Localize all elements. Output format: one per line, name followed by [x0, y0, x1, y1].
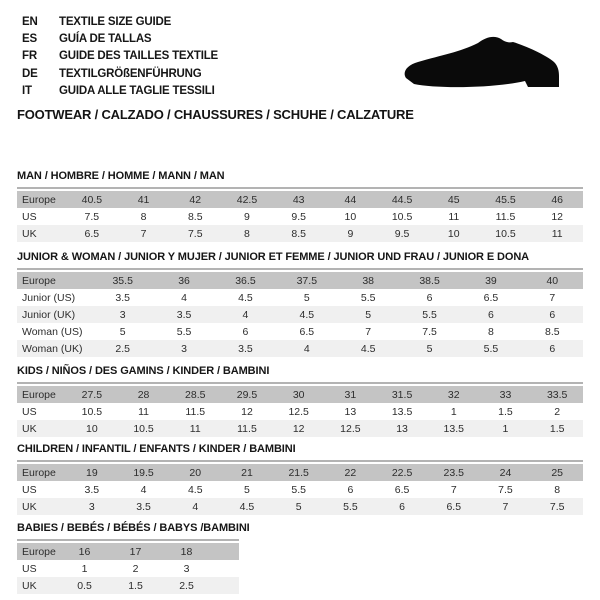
size-value: 4.5 [239, 500, 255, 513]
size-value: 7.5 [498, 483, 513, 496]
size-value: 13 [344, 405, 357, 418]
size-value: 8 [140, 210, 147, 223]
table-row-us [17, 403, 583, 420]
size-value: 4.5 [360, 342, 376, 355]
size-value: 8 [244, 227, 250, 240]
size-value: 5.5 [422, 308, 437, 321]
size-value: 4 [303, 342, 310, 355]
size-value: 24 [499, 466, 512, 479]
size-value: 7 [140, 227, 147, 240]
language-title: GUIDA ALLE TAGLIE TESSILI [59, 84, 215, 97]
size-value: 1.5 [128, 579, 143, 592]
size-value: 12 [551, 210, 564, 223]
row-label: US [22, 405, 37, 418]
size-value: 40.5 [81, 193, 103, 206]
size-value: 43 [292, 193, 305, 206]
size-value: 35.5 [112, 274, 133, 287]
language-row-it [22, 82, 218, 99]
category-heading: FOOTWEAR / CALZADO / CHAUSSURES / SCHUHE / CALZATURE [17, 107, 414, 122]
size-value: 1.5 [549, 422, 565, 435]
size-table-kids [17, 382, 583, 437]
size-value: 33 [499, 388, 512, 401]
row-label: UK [22, 579, 37, 592]
table-row-us [17, 481, 583, 498]
size-value: 5.5 [176, 325, 192, 338]
table-title-junior-woman: JUNIOR & WOMAN / JUNIOR Y MUJER / JUNIOR ET FEMME / JUNIOR UND FRAU / JUNIOR E DONA [17, 251, 530, 263]
row-label: Junior (US) [22, 291, 76, 304]
language-code: EN [22, 15, 38, 28]
language-title: GUIDE DES TAILLES TEXTILE [59, 50, 218, 63]
language-row-fr [22, 48, 218, 65]
size-value: 8.5 [187, 210, 203, 223]
size-value: 25 [551, 466, 564, 479]
size-value: 2.5 [179, 579, 194, 592]
size-value: 3.5 [176, 308, 192, 321]
size-value: 3 [181, 342, 187, 355]
size-value: 5 [295, 500, 302, 513]
size-value: 1 [81, 562, 88, 575]
size-value: 6.5 [84, 227, 100, 240]
size-value: 11 [551, 227, 563, 240]
size-value: 1.5 [498, 405, 513, 418]
size-table-babies [17, 539, 239, 594]
size-value: 12.5 [288, 405, 309, 418]
table-row-uk [17, 498, 583, 515]
row-label: Europe [22, 388, 56, 401]
table-row-europe [17, 543, 239, 560]
table-row-us [17, 560, 239, 577]
size-value: 22.5 [391, 466, 413, 479]
size-value: 9.5 [394, 227, 410, 240]
table-row-us [17, 208, 583, 225]
size-value: 1 [450, 405, 457, 418]
size-value: 5.5 [483, 342, 499, 355]
size-value: 10 [86, 422, 98, 435]
language-title: TEXTILGRÖßENFÜHRUNG [59, 67, 202, 80]
size-value: 11 [448, 210, 460, 223]
size-value: 11.5 [495, 210, 516, 223]
size-value: 13 [396, 422, 408, 435]
size-value: 20 [189, 466, 202, 479]
table-row-junior-us [17, 289, 583, 306]
size-value: 45 [447, 193, 460, 206]
row-label: Europe [22, 274, 56, 287]
size-value: 11.5 [185, 405, 206, 418]
size-value: 9 [244, 210, 250, 223]
size-value: 36 [178, 274, 190, 287]
table-section-man [17, 169, 583, 242]
row-label: UK [22, 227, 37, 240]
language-row-de [22, 65, 218, 82]
size-value: 27.5 [81, 388, 103, 401]
size-value: 5 [426, 342, 433, 355]
size-value: 32 [447, 388, 460, 401]
table-row-uk [17, 225, 583, 242]
size-value: 9.5 [291, 210, 306, 223]
table-section-children [17, 442, 583, 515]
table-title-man: MAN / HOMBRE / HOMME / MANN / MAN [17, 170, 225, 182]
size-value: 45.5 [495, 193, 516, 206]
table-row-europe [17, 464, 583, 481]
size-value: 5.5 [343, 500, 358, 513]
size-value: 12.5 [340, 422, 361, 435]
size-value: 8.5 [545, 325, 560, 338]
row-label: Woman (UK) [22, 342, 83, 355]
language-title: GUÍA DE TALLAS [59, 32, 152, 45]
size-value: 29.5 [236, 388, 258, 401]
table-row-europe [17, 386, 583, 403]
size-table-children [17, 460, 583, 515]
size-value: 4.5 [299, 308, 315, 321]
size-value: 17 [129, 545, 142, 558]
size-value: 10.5 [133, 422, 154, 435]
size-value: 6.5 [483, 291, 499, 304]
size-value: 19.5 [133, 466, 154, 479]
size-value: 31 [344, 388, 357, 401]
row-label: UK [22, 422, 37, 435]
language-row-es [22, 30, 218, 47]
size-value: 28 [137, 388, 150, 401]
size-value: 6.5 [299, 325, 315, 338]
size-value: 18 [180, 545, 193, 558]
table-row-woman-uk [17, 340, 583, 357]
size-value: 3 [183, 562, 190, 575]
row-label: Europe [22, 193, 56, 206]
row-label: US [22, 210, 37, 223]
table-row-europe [17, 191, 583, 208]
shoe-icon [400, 33, 578, 95]
size-value: 5.5 [360, 291, 376, 304]
table-row-woman-us [17, 323, 583, 340]
language-code: ES [22, 32, 37, 45]
language-row-en [22, 13, 218, 30]
size-value: 3.5 [136, 500, 151, 513]
language-code: FR [22, 50, 37, 63]
row-label: Junior (UK) [22, 308, 76, 321]
size-value: 42 [189, 193, 202, 206]
size-value: 7 [549, 291, 556, 304]
size-value: 13.5 [443, 422, 464, 435]
size-value: 3.5 [84, 483, 100, 496]
size-value: 22 [344, 466, 357, 479]
table-title-kids: KIDS / NIÑOS / DES GAMINS / KINDER / BAMBINI [17, 365, 270, 377]
size-value: 44 [344, 193, 357, 206]
size-value: 8 [554, 483, 561, 496]
table-row-uk [17, 577, 239, 594]
size-value: 12 [292, 422, 305, 435]
row-label: Woman (US) [22, 325, 83, 338]
size-value: 7.5 [187, 227, 203, 240]
size-value: 36.5 [235, 274, 256, 287]
size-value: 21.5 [288, 466, 309, 479]
size-value: 40 [546, 274, 559, 287]
size-value: 12 [241, 405, 253, 418]
size-value: 13.5 [391, 405, 413, 418]
size-value: 10 [344, 210, 357, 223]
size-value: 19 [86, 466, 98, 479]
size-value: 7 [502, 500, 509, 513]
size-value: 6 [347, 483, 354, 496]
language-list [22, 13, 218, 99]
size-value: 4 [181, 291, 187, 304]
size-value: 6 [399, 500, 405, 513]
table-row-uk [17, 420, 583, 437]
size-value: 4 [242, 308, 249, 321]
size-value: 3.5 [238, 342, 253, 355]
size-value: 7.5 [549, 500, 565, 513]
table-title-children: CHILDREN / INFANTIL / ENFANTS / KINDER / BAMBINI [17, 443, 296, 455]
table-row-europe [17, 272, 583, 289]
size-value: 37.5 [296, 274, 318, 287]
size-value: 11 [189, 422, 201, 435]
size-value: 6 [549, 308, 556, 321]
size-value: 44.5 [391, 193, 413, 206]
size-value: 5 [365, 308, 372, 321]
size-value: 4 [140, 483, 147, 496]
size-value: 31.5 [391, 388, 413, 401]
size-value: 41 [137, 193, 150, 206]
size-value: 5 [119, 325, 126, 338]
size-value: 8 [488, 325, 494, 338]
table-row-junior-uk [17, 306, 583, 323]
size-value: 30 [292, 388, 305, 401]
size-value: 0.5 [77, 579, 92, 592]
size-value: 10.5 [495, 227, 516, 240]
language-code: DE [22, 67, 38, 80]
language-code: IT [22, 84, 32, 97]
size-value: 1 [502, 422, 509, 435]
table-section-kids [17, 364, 583, 437]
size-value: 6 [488, 308, 494, 321]
size-value: 6 [242, 325, 249, 338]
size-value: 6 [549, 342, 556, 355]
size-value: 4.5 [238, 291, 253, 304]
language-title: TEXTILE SIZE GUIDE [59, 15, 172, 28]
size-value: 38.5 [419, 274, 440, 287]
row-label: UK [22, 500, 37, 513]
size-table-man [17, 187, 583, 242]
size-value: 7 [450, 483, 457, 496]
size-value: 10.5 [391, 210, 413, 223]
size-value: 38 [362, 274, 375, 287]
table-section-junior-woman [17, 250, 583, 357]
size-value: 5.5 [291, 483, 306, 496]
size-value: 33.5 [546, 388, 568, 401]
size-table-junior-woman [17, 268, 583, 357]
size-value: 7 [365, 325, 372, 338]
size-value: 7.5 [422, 325, 437, 338]
size-value: 6.5 [446, 500, 462, 513]
size-value: 46 [551, 193, 564, 206]
size-value: 2.5 [115, 342, 130, 355]
size-value: 6 [426, 291, 433, 304]
size-value: 10 [447, 227, 460, 240]
size-value: 10.5 [81, 405, 103, 418]
size-value: 3 [119, 308, 126, 321]
size-value: 3.5 [115, 291, 130, 304]
row-label: US [22, 483, 37, 496]
size-value: 9 [347, 227, 354, 240]
size-value: 2 [132, 562, 139, 575]
row-label: US [22, 562, 37, 575]
size-value: 5 [303, 291, 310, 304]
size-value: 2 [554, 405, 561, 418]
size-value: 28.5 [185, 388, 206, 401]
size-value: 7.5 [84, 210, 100, 223]
size-value: 21 [241, 466, 253, 479]
size-value: 4 [192, 500, 199, 513]
size-value: 23.5 [443, 466, 464, 479]
size-value: 16 [78, 545, 91, 558]
row-label: Europe [22, 466, 56, 479]
size-value: 8.5 [291, 227, 306, 240]
table-section-babies [17, 521, 583, 594]
size-value: 5 [244, 483, 250, 496]
size-value: 42.5 [236, 193, 258, 206]
size-value: 3 [88, 500, 95, 513]
size-value: 39 [485, 274, 497, 287]
row-label: Europe [22, 545, 56, 558]
size-value: 11 [138, 405, 149, 418]
table-title-babies: BABIES / BEBÉS / BÉBÉS / BABYS /BAMBINI [17, 522, 250, 534]
size-value: 4.5 [187, 483, 203, 496]
size-value: 6.5 [394, 483, 410, 496]
size-value: 11.5 [237, 422, 257, 435]
